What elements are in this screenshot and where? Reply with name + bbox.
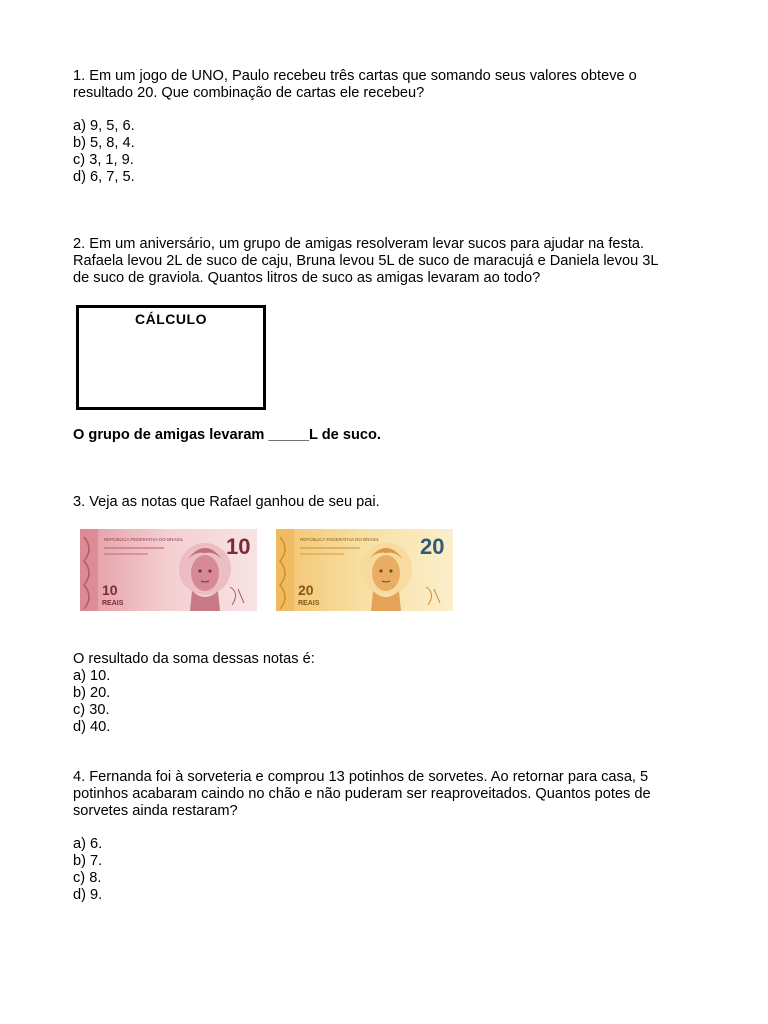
q4-text-line-3: sorvetes ainda restaram?	[73, 803, 238, 819]
note20-currency: REAIS	[298, 600, 320, 607]
q2-answer-line: O grupo de amigas levaram _____L de suco.	[73, 427, 381, 443]
calculation-box-label: CÁLCULO	[135, 311, 207, 327]
banknote-20-reais	[276, 529, 453, 611]
q3-intro: 3. Veja as notas que Rafael ganhou de seu pai.	[73, 494, 380, 510]
note10-currency: REAIS	[102, 600, 124, 607]
q1-text-line-2: resultado 20. Que combinação de cartas ele recebeu?	[73, 85, 425, 101]
calculation-box	[76, 305, 266, 410]
q4-option-b: b) 7.	[73, 853, 103, 869]
banknote-10-reais	[80, 529, 257, 611]
note20-small-value: 20	[298, 582, 314, 598]
q1-text-line-1: 1. Em um jogo de UNO, Paulo recebeu três cartas que somando seus valores obteve o	[73, 68, 637, 84]
note20-header: REPÚBLICA FEDERATIVA DO BRASIL	[300, 537, 380, 542]
q1-option-b: b) 5, 8, 4.	[73, 135, 135, 151]
q4-text-line-2: potinhos acabaram caindo no chão e não puderam ser reaproveitados. Quantos potes de	[73, 786, 651, 802]
q3-option-a: a) 10.	[73, 668, 111, 684]
q1-option-d: d) 6, 7, 5.	[73, 169, 135, 185]
q1-option-a: a) 9, 5, 6.	[73, 118, 135, 134]
q4-option-d: d) 9.	[73, 887, 103, 903]
q3-option-c: c) 30.	[73, 702, 110, 718]
q2-text-line-1: 2. Em um aniversário, um grupo de amigas resolveram levar sucos para ajudar na festa.	[73, 236, 645, 252]
note10-small-value: 10	[102, 582, 118, 598]
q3-question: O resultado da soma dessas notas é:	[73, 651, 315, 667]
q4-option-c: c) 8.	[73, 870, 102, 886]
note10-header: REPÚBLICA FEDERATIVA DO BRASIL	[104, 537, 184, 542]
q4-option-a: a) 6.	[73, 836, 103, 852]
q2-text-line-2: Rafaela levou 2L de suco de caju, Bruna levou 5L de suco de maracujá e Daniela levou 3L	[73, 253, 659, 269]
q3-option-b: b) 20.	[73, 685, 111, 701]
q4-text-line-1: 4. Fernanda foi à sorveteria e comprou 13 potinhos de sorvetes. Ao retornar para casa, 5	[73, 769, 649, 785]
note20-value: 20	[420, 534, 445, 559]
q3-option-d: d) 40.	[73, 719, 111, 735]
q1-option-c: c) 3, 1, 9.	[73, 152, 134, 168]
q2-text-line-3: de suco de graviola. Quantos litros de suco as amigas levaram ao todo?	[73, 270, 541, 286]
note10-value: 10	[226, 534, 251, 559]
